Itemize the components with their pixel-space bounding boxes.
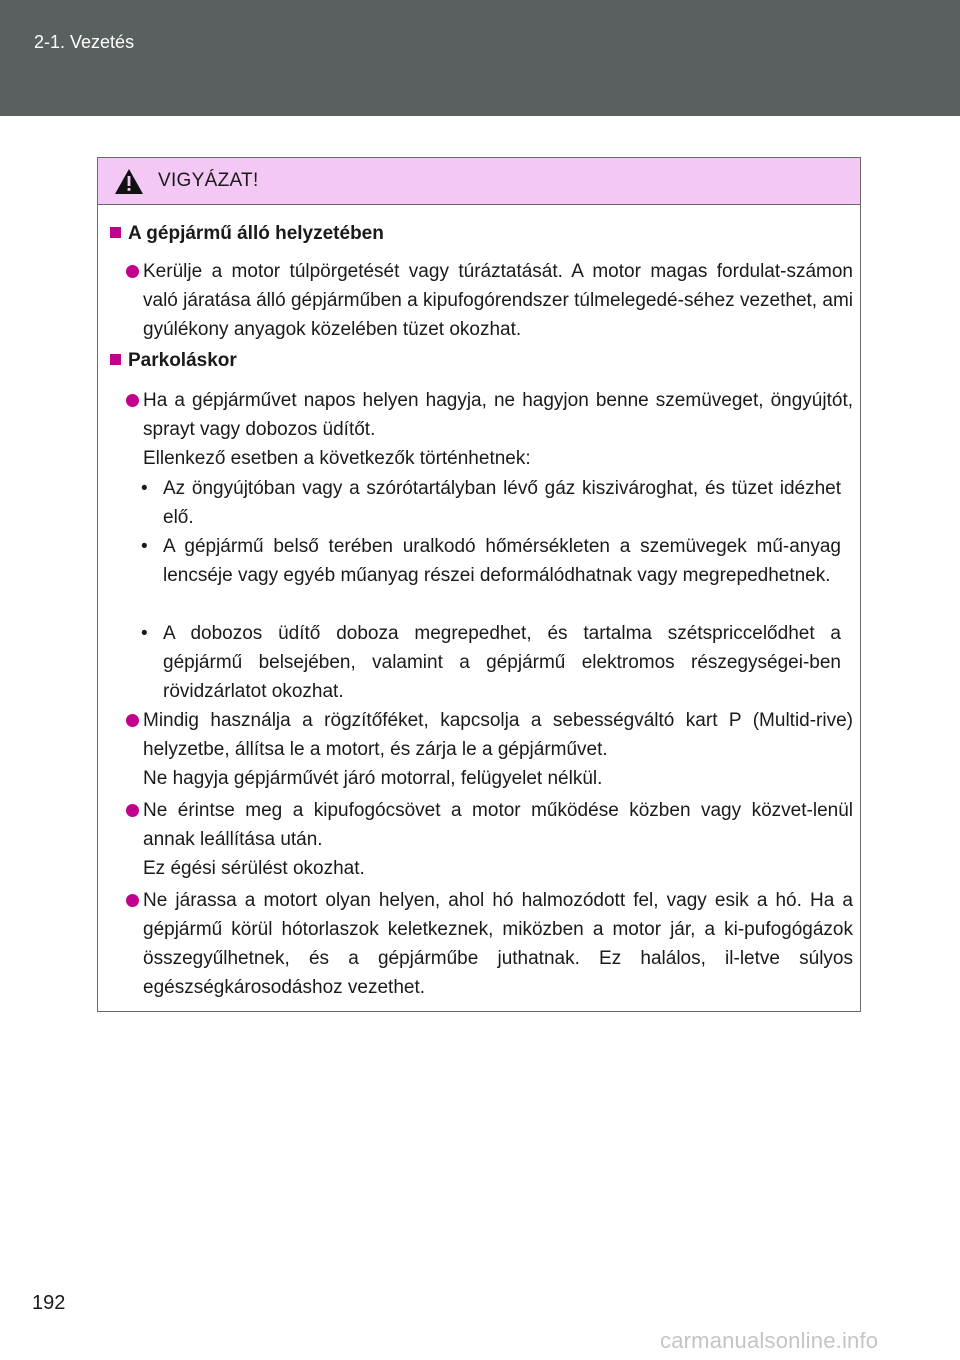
list-item: Kerülje a motor túlpörgetését vagy túráztatását. A motor magas fordulat-számon való járatása álló gépjárműben a kipufogórendszer túlmelegedé-séhez vezethet, ami gyúlékony anyagok közelében tüzet okozhat. [126, 257, 853, 344]
circle-bullet-icon [126, 265, 139, 278]
list-item: Mindig használja a rögzítőféket, kapcsolja a sebességváltó kart P (Multid-rive) helyzetbe, állítsa le a motort, és zárja le a gépjárművet. Ne hagyja gépjárművét járó motorral, felügyelet nélkül. [126, 706, 853, 793]
list-item: Ne járassa a motort olyan helyen, ahol hó halmozódott fel, vagy esik a hó. Ha a gépjármű körül hótorlaszok keletkeznek, miközben a motor jár, a ki-pufogógázok összegyűlhetnek, és a gépjárműbe juthatnak. Ez halálos, il-letve súlyos egészségkárosodáshoz vezethet. [126, 886, 853, 1002]
list-item: Ne érintse meg a kipufogócsövet a motor működése közben vagy közvet-lenül annak leállítása után. Ez égési sérülést okozhat. [126, 796, 853, 883]
caution-title: VIGYÁZAT! [158, 170, 259, 191]
caution-box [97, 157, 861, 1012]
square-bullet-icon [110, 354, 121, 365]
page-header [0, 0, 960, 116]
circle-bullet-icon [126, 894, 139, 907]
section-heading: Parkoláskor [110, 347, 237, 375]
section-heading: A gépjármű álló helyzetében [110, 220, 384, 248]
caution-header [98, 158, 860, 205]
sub-bullet-item: • Az öngyújtóban vagy a szórótartályban lévő gáz kiszivároghat, és tüzet idézhet elő. [141, 478, 841, 528]
circle-bullet-icon [126, 394, 139, 407]
circle-bullet-icon [126, 804, 139, 817]
list-item: Ha a gépjárművet napos helyen hagyja, ne hagyjon benne szemüveget, öngyújtót, sprayt vagy dobozos üdítőt. Ellenkező esetben a következők történhetnek: [126, 386, 853, 473]
section-title: 2-1. Vezetés [34, 32, 135, 52]
page-number: 192 [32, 1292, 66, 1314]
sub-bullet-item: • A dobozos üdítő doboza megrepedhet, és tartalma szétspriccelődhet a gépjármű belsejében, valamint a gépjármű elektromos részegységei-ben rövidzárlatot okozhat. [141, 623, 841, 702]
square-bullet-icon [110, 227, 121, 238]
sub-bullet-item: • A gépjármű belső terében uralkodó hőmérsékleten a szemüvegek mű-anyag lencséje vagy egyéb műanyag részei deformálódhatnak vagy megrepedhetnek. [141, 536, 841, 586]
circle-bullet-icon [126, 714, 139, 727]
warning-icon [114, 168, 144, 195]
watermark: carmanualsonline.info [660, 1328, 879, 1353]
